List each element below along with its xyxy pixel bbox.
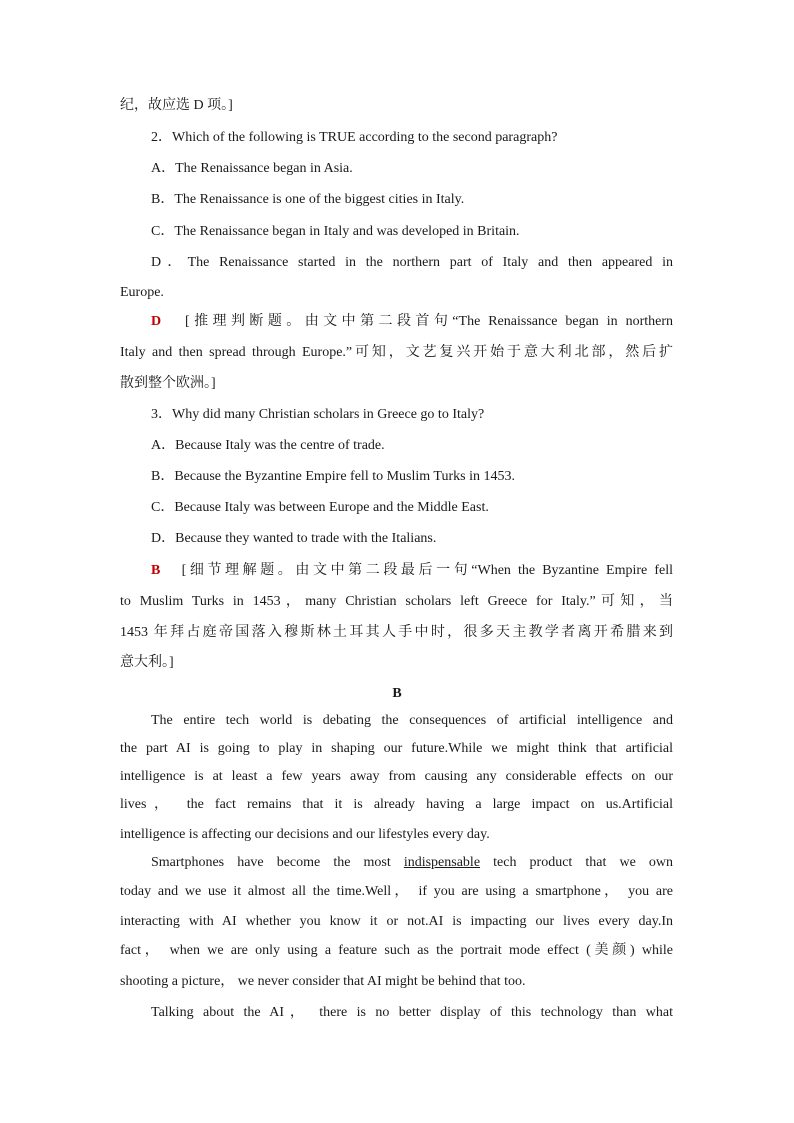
q2-option-a: A．The Renaissance began in Asia. <box>151 161 353 176</box>
q3-explanation-line-3: 1453 年拜占庭帝国落入穆斯林土耳其人手中时，很多天主教学者离开希腊来到 <box>120 625 673 640</box>
q3-option-c: C．Because Italy was between Europe and the Middle East. <box>151 500 489 515</box>
q2-option-d-continued: Europe. <box>120 285 164 300</box>
q3-option-b: B．Because the Byzantine Empire fell to Muslim Turks in 1453. <box>151 469 515 484</box>
passage-p1-line-5: intelligence is affecting our decisions and our lifestyles every day. <box>120 827 490 842</box>
q2-explanation-line-3: 散到整个欧洲。] <box>120 376 216 391</box>
q3-question: 3．Why did many Christian scholars in Greece go to Italy? <box>151 407 485 422</box>
passage-p2-line-1 <box>151 853 673 873</box>
passage-p2-line-5: shooting a picture， we never consider that AI might be behind that too. <box>120 974 526 989</box>
q2-answer: D <box>151 314 162 329</box>
passage-p1-line-3: intelligence is at least a few years away from causing any considerable effects on our <box>120 769 673 784</box>
q1-explanation-tail: 纪，故应选 D 项。] <box>120 98 233 113</box>
passage-p2-text-after: tech product that we own <box>480 855 673 870</box>
section-heading: B <box>392 686 402 701</box>
q2-question: 2．Which of the following is TRUE according to the second paragraph? <box>151 130 558 145</box>
q3-explanation-line-2: to Muslim Turks in 1453，many Christian scholars left Greece for Italy.”可知，当 <box>120 594 673 609</box>
passage-p2-text-before: Smartphones have become the most <box>151 855 404 870</box>
passage-p2-line-3: interacting with AI whether you know it or not.AI is impacting our lives every day.In <box>120 914 673 929</box>
passage-p1-line-2: the part AI is going to play in shaping our future.While we might think that artificial <box>120 741 673 756</box>
q2-explanation-line-2: Italy and then spread through Europe.”可知，文艺复兴开始于意大利北部，然后扩 <box>120 345 673 360</box>
q3-explanation-text: [细节理解题。由文中第二段最后一句“When the Byzantine Empire fell <box>181 563 673 578</box>
passage-p2-line-2: today and we use it almost all the time.Well， if you are using a smartphone， you are <box>120 884 673 899</box>
passage-p1-line-4: lives， the fact remains that it is already having a large impact on us.Artificial <box>120 797 673 812</box>
q3-explanation-line-4: 意大利。] <box>120 655 174 670</box>
q2-explanation-text: [推理判断题。由文中第二段首句“The Renaissance began in northern <box>184 314 673 329</box>
passage-p2-line-4: fact， when we are only using a feature such as the portrait mode effect (美颜) while <box>120 943 673 958</box>
q2-explanation-line-1 <box>151 312 673 332</box>
q3-option-d: D．Because they wanted to trade with the Italians. <box>151 531 437 546</box>
q2-option-b: B．The Renaissance is one of the biggest cities in Italy. <box>151 192 465 207</box>
q2-option-c: C．The Renaissance began in Italy and was developed in Britain. <box>151 224 520 239</box>
q3-answer: B <box>151 563 161 578</box>
passage-p1-line-1: The entire tech world is debating the consequences of artificial intelligence and <box>151 713 673 728</box>
q2-option-d: D．The Renaissance started in the northern part of Italy and then appeared in <box>151 255 673 270</box>
passage-p3-line-1: Talking about the AI， there is no better display of this technology than what <box>151 1005 673 1020</box>
q3-option-a: A．Because Italy was the centre of trade. <box>151 438 385 453</box>
underlined-word: indispensable <box>403 855 481 870</box>
q3-explanation-line-1 <box>151 561 673 581</box>
